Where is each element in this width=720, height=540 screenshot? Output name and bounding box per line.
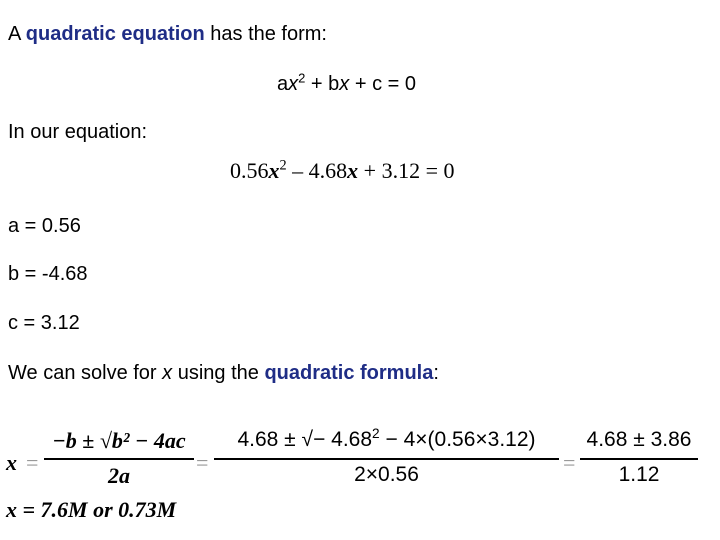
- solve-sentence: [8, 363, 439, 383]
- answer-x: x: [6, 497, 17, 522]
- substituted-numerator: [214, 428, 559, 452]
- general-form-equation: [277, 70, 416, 95]
- formula-lhs-x: x: [6, 450, 17, 475]
- general-denominator: 2a: [108, 463, 130, 488]
- quadratic-formula-term: quadratic formula: [264, 362, 434, 384]
- general-form-x: x: [288, 73, 299, 95]
- coef-c-value: 3.12: [381, 158, 421, 183]
- quadratic-equation-term: quadratic equation: [25, 23, 205, 45]
- specific-equation: [230, 158, 455, 184]
- our-equation-label: In our equation:: [8, 121, 147, 143]
- specific-exponent: 2: [279, 157, 287, 174]
- substituted-denominator: 2×0.56: [354, 463, 419, 486]
- answer-value: = 7.6M or 0.73M: [17, 497, 177, 522]
- result-fraction-bar: [580, 458, 698, 460]
- solve-prefix: We can solve for: [8, 362, 163, 384]
- general-fraction-bar: [44, 458, 194, 460]
- solve-variable: x: [162, 362, 173, 384]
- specific-x1: x: [268, 158, 280, 183]
- answer-line: [6, 497, 176, 523]
- substituted-num-exponent: 2: [372, 426, 380, 441]
- general-form-a: a: [277, 73, 289, 95]
- formula-equals-3: =: [563, 450, 576, 475]
- coefficient-a: a = 0.56: [8, 215, 81, 237]
- substituted-num-part-a: 4.68 ± √: [237, 428, 314, 451]
- result-denominator: 1.12: [618, 463, 660, 486]
- specific-x2: x: [347, 158, 359, 183]
- specific-minus: –: [286, 158, 309, 183]
- solve-suffix: :: [433, 362, 439, 384]
- general-numerator: −b ± √b² − 4ac: [52, 428, 186, 453]
- general-form-x2: x: [339, 73, 350, 95]
- intro-prefix: A: [8, 23, 26, 45]
- formula-equals-1: =: [26, 450, 39, 475]
- substituted-fraction-bar: [214, 458, 559, 460]
- formula-equals-2: =: [196, 450, 209, 475]
- general-form-b: + b: [305, 73, 340, 95]
- solve-middle: using the: [172, 362, 265, 384]
- substituted-num-part-c: − 4×(0.56×3.12): [379, 428, 536, 451]
- coef-a-value: 0.56: [230, 158, 269, 183]
- specific-plus: +: [358, 158, 382, 183]
- coef-b-value: 4.68: [308, 158, 348, 183]
- intro-suffix: has the form:: [204, 23, 327, 45]
- general-form-tail: + c = 0: [349, 73, 416, 95]
- general-form-exponent: 2: [298, 70, 306, 86]
- result-numerator: 4.68 ± 3.86: [586, 428, 692, 451]
- specific-equals: = 0: [420, 158, 455, 183]
- coefficient-b: b = -4.68: [8, 263, 88, 285]
- coefficient-c: c = 3.12: [8, 312, 80, 334]
- intro-sentence: [8, 24, 327, 44]
- substituted-num-part-b: − 4.68: [313, 428, 373, 451]
